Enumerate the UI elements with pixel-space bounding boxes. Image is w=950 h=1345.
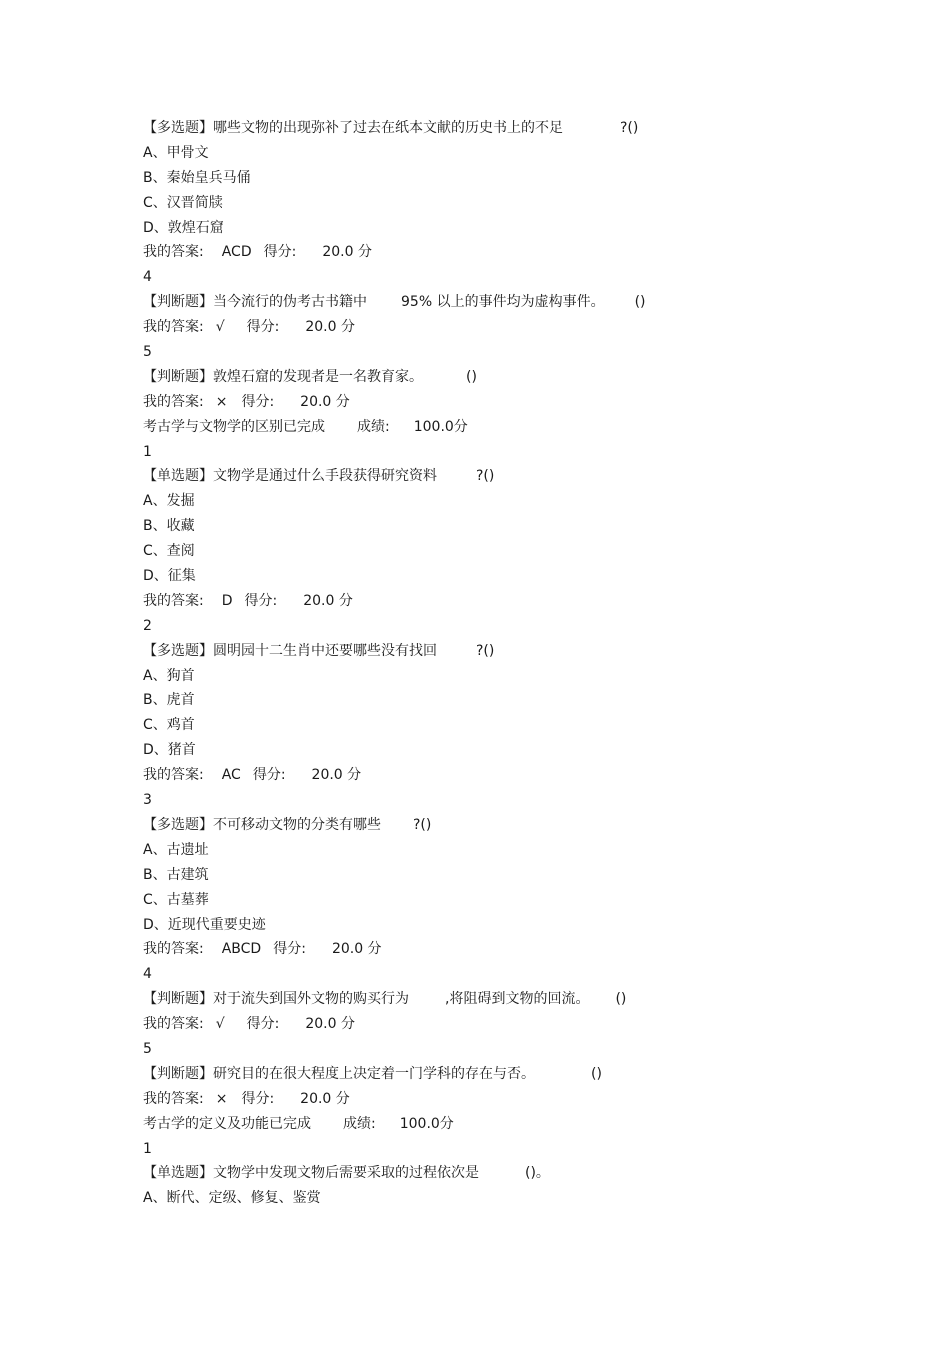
question-line-segment: 【单选题】文物学中发现文物后需要采取的过程依次是 xyxy=(143,1165,479,1182)
question-number-segment: 1 xyxy=(143,1140,152,1157)
question-line xyxy=(143,1062,903,1087)
answer-line-segment: 20.0 分 xyxy=(300,1090,350,1107)
option-line-segment: A、断代、定级、修复、鉴赏 xyxy=(143,1190,321,1207)
answer-line xyxy=(143,937,903,962)
option-line-segment: D、猪首 xyxy=(143,742,196,759)
question-line-segment: 【判断题】敦煌石窟的发现者是一名教育家。 xyxy=(143,368,423,385)
question-line xyxy=(143,639,903,664)
answer-line-segment: 得分: xyxy=(241,1090,275,1107)
answer-line-segment: 20.0 分 xyxy=(305,1016,355,1033)
option-line xyxy=(143,564,903,589)
option-line xyxy=(143,1186,903,1211)
answer-line-segment: 我的答案: xyxy=(143,767,204,784)
option-line-segment: C、古墓葬 xyxy=(143,891,209,908)
question-number-segment: 5 xyxy=(143,344,152,361)
question-number xyxy=(143,340,903,365)
option-line xyxy=(143,713,903,738)
answer-line xyxy=(143,589,903,614)
answer-line xyxy=(143,240,903,265)
answer-line-segment: 20.0 分 xyxy=(300,393,350,410)
answer-line-segment: 得分: xyxy=(273,941,306,958)
question-number xyxy=(143,962,903,987)
answer-line-segment: 我的答案: xyxy=(143,393,204,410)
option-line xyxy=(143,216,903,241)
option-line-segment: B、秦始皇兵马俑 xyxy=(143,169,251,186)
option-line-segment: D、近现代重要史迹 xyxy=(143,916,266,933)
section-result-line-segment: 成绩: xyxy=(343,1115,376,1132)
question-number-segment: 1 xyxy=(143,443,152,460)
question-line-segment: 【单选题】文物学是通过什么手段获得研究资料 xyxy=(143,468,437,485)
question-line-segment: () xyxy=(615,991,627,1008)
question-line-segment: 【多选题】哪些文物的出现弥补了过去在纸本文献的历史书上的不足 xyxy=(143,120,563,136)
section-result-line-segment: 100.0分 xyxy=(413,418,468,435)
question-line xyxy=(143,290,903,315)
question-line-segment: 【多选题】圆明园十二生肖中还要哪些没有找回 xyxy=(143,642,437,659)
option-line-segment: A、发掘 xyxy=(143,493,195,510)
option-line xyxy=(143,688,903,713)
question-number xyxy=(143,440,903,465)
option-line-segment: A、甲骨文 xyxy=(143,144,209,161)
question-line-segment: ?() xyxy=(620,120,639,136)
option-line xyxy=(143,888,903,913)
answer-line-segment: √ xyxy=(215,319,225,336)
option-line-segment: B、虎首 xyxy=(143,692,195,709)
section-result-line-segment: 考古学的定义及功能已完成 xyxy=(143,1115,311,1132)
answer-line-segment: 20.0 分 xyxy=(305,319,355,336)
answer-line-segment: 我的答案: xyxy=(143,592,204,609)
section-result-line xyxy=(143,415,903,440)
section-result-line-segment: 100.0分 xyxy=(399,1115,454,1132)
option-line xyxy=(143,838,903,863)
question-number-segment: 4 xyxy=(143,269,152,286)
option-line xyxy=(143,514,903,539)
answer-line xyxy=(143,315,903,340)
answer-line-segment: ABCD xyxy=(221,941,262,958)
question-line-segment: 95% 以上的事件均为虚构事件。 xyxy=(401,294,605,311)
question-line xyxy=(143,1161,903,1186)
option-line-segment: C、查阅 xyxy=(143,543,195,560)
question-line xyxy=(143,813,903,838)
question-number-segment: 5 xyxy=(143,1040,152,1057)
question-line-segment: ()。 xyxy=(525,1165,550,1182)
answer-line-segment: 我的答案: xyxy=(143,1090,204,1107)
answer-line-segment: 我的答案: xyxy=(143,244,204,261)
answer-line-segment: 20.0 分 xyxy=(331,941,382,958)
option-line xyxy=(143,166,903,191)
option-line xyxy=(143,863,903,888)
question-line-segment: ?() xyxy=(476,642,495,659)
section-result-line-segment: 考古学与文物学的区别已完成 xyxy=(143,418,325,435)
option-line xyxy=(143,913,903,938)
option-line-segment: B、收藏 xyxy=(143,518,195,535)
document-body xyxy=(143,116,903,1211)
question-number-segment: 4 xyxy=(143,966,152,983)
option-line xyxy=(143,738,903,763)
question-line xyxy=(143,464,903,489)
question-line-segment: () xyxy=(634,294,646,311)
option-line-segment: C、鸡首 xyxy=(143,717,195,734)
question-number xyxy=(143,265,903,290)
answer-line xyxy=(143,1087,903,1112)
answer-line-segment: 得分: xyxy=(244,592,278,609)
question-line xyxy=(143,987,903,1012)
answer-line-segment: 20.0 分 xyxy=(303,592,353,609)
option-line-segment: A、古遗址 xyxy=(143,841,209,858)
answer-line-segment: 20.0 分 xyxy=(311,767,362,784)
question-line xyxy=(143,365,903,390)
section-result-line-segment: 成绩: xyxy=(357,418,390,435)
answer-line-segment: 得分: xyxy=(246,319,280,336)
answer-line-segment: × xyxy=(215,393,228,410)
answer-line xyxy=(143,1012,903,1037)
question-number xyxy=(143,1037,903,1062)
option-line xyxy=(143,191,903,216)
question-number-segment: 2 xyxy=(143,617,152,634)
question-line-segment: () xyxy=(591,1065,602,1082)
question-number xyxy=(143,1137,903,1162)
answer-line-segment: 我的答案: xyxy=(143,319,204,336)
option-line xyxy=(143,489,903,514)
option-line xyxy=(143,664,903,689)
answer-line-segment: 我的答案: xyxy=(143,1016,204,1033)
question-line-segment: 【判断题】当今流行的伪考古书籍中 xyxy=(143,294,367,311)
option-line-segment: D、征集 xyxy=(143,568,196,585)
answer-line xyxy=(143,390,903,415)
question-line-segment: 【判断题】对于流失到国外文物的购买行为 xyxy=(143,991,409,1008)
answer-line-segment: 得分: xyxy=(246,1016,280,1033)
question-line-segment: ?() xyxy=(413,816,432,833)
section-result-line xyxy=(143,1112,903,1137)
question-line-segment: ?() xyxy=(476,468,495,485)
answer-line-segment: 得分: xyxy=(263,244,297,261)
question-line-segment: 【判断题】研究目的在很大程度上决定着一门学科的存在与否。 xyxy=(143,1065,535,1082)
answer-line-segment: √ xyxy=(215,1016,225,1033)
answer-line-segment: ACD xyxy=(221,244,252,261)
answer-line-segment: AC xyxy=(221,767,241,784)
option-line xyxy=(143,141,903,166)
question-line-segment: ,将阻碍到文物的回流。 xyxy=(445,991,590,1008)
answer-line-segment: D xyxy=(221,592,233,609)
option-line-segment: B、古建筑 xyxy=(143,866,209,883)
option-line-segment: A、狗首 xyxy=(143,667,195,684)
question-line-segment: 【多选题】不可移动文物的分类有哪些 xyxy=(143,816,381,833)
answer-line-segment: 我的答案: xyxy=(143,941,204,958)
option-line xyxy=(143,539,903,564)
question-number xyxy=(143,788,903,813)
question-number xyxy=(143,614,903,639)
question-number-segment: 3 xyxy=(143,792,152,809)
question-line-segment: () xyxy=(466,368,477,385)
option-line-segment: C、汉晋简牍 xyxy=(143,194,223,211)
answer-line-segment: 20.0 分 xyxy=(322,244,372,261)
answer-line xyxy=(143,763,903,788)
question-line xyxy=(143,116,903,141)
answer-line-segment: 得分: xyxy=(252,767,286,784)
answer-line-segment: × xyxy=(215,1090,228,1107)
option-line-segment: D、敦煌石窟 xyxy=(143,219,224,236)
answer-line-segment: 得分: xyxy=(241,393,275,410)
